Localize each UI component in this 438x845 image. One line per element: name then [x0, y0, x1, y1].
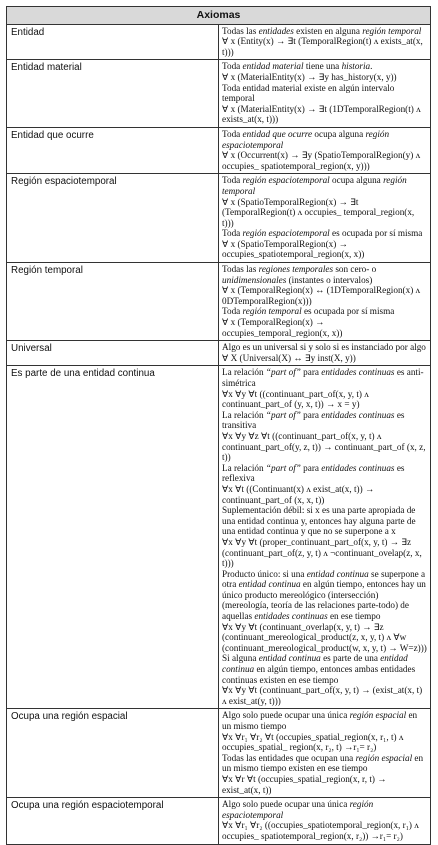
table-row [7, 709, 431, 798]
definition-line: ∀ x (MaterialEntity(x) → ∃y has_history(x, y)) [222, 71, 397, 82]
definition-line: Toda entidad material existe en algún intervalo temporal [222, 82, 395, 104]
definition-line: ∀x ∀y ∀t (continuant_part_of(x, y, t) → (exist_at(x, t) ʌ exist_at(y, t))) [222, 685, 423, 706]
definition-line: Toda entidad que ocurre ocupa alguna región espaciotemporal [222, 128, 390, 150]
italic-term: “part of” [265, 462, 301, 473]
table-row [7, 127, 431, 173]
italic-term: entidades continuas [254, 611, 328, 622]
term-cell: Entidad material [7, 60, 219, 128]
italic-term: “part of” [265, 367, 301, 378]
italic-term: entidad material [242, 61, 304, 72]
definition-line: Si alguna entidad continua es parte de una entidad continua en algún tiempo, entonces ambas entidades continuas existen en ese tiempo [222, 653, 416, 685]
definition-line: La relación “part of” para entidades continuas es anti-simétrica [222, 367, 424, 388]
term-cell: Entidad [7, 24, 219, 60]
table-row [7, 24, 431, 60]
definition-line: La relación “part of” para entidades continuas es reflexiva [222, 462, 405, 484]
italic-term: región espacial [355, 752, 413, 763]
definition-line: Algo solo puede ocupar una única región espaciotemporal [222, 799, 374, 820]
italic-term: entidades continuas [321, 409, 395, 420]
term-cell: Ocupa una región espacial [7, 709, 219, 798]
table-row [7, 263, 431, 341]
axioms-table-container [6, 6, 431, 845]
table-row [7, 366, 431, 709]
definition-line: La relación “part of” para entidades continuas es transitiva [222, 409, 405, 431]
definition-cell [219, 263, 431, 341]
definition-line: ∀ x (SpatioTemporalRegion(x) → ∃t (TemporalRegion(t) ʌ occupies_ temporal_region(x, t))) [222, 196, 415, 228]
italic-term: región espaciotemporal [222, 799, 374, 820]
italic-term: entidad continua [222, 653, 408, 675]
definition-line: ∀x ∀y ∀z ∀t ((continuant_part_of(x, y, t) ʌ continuant_part_of(y, z, t)) → continuant_part_of (x, z, t)) [222, 430, 426, 463]
definition-line: Todas las regiones temporales son cero- o unidimensionales (instantes o intervalos) [222, 264, 377, 285]
italic-term: entidades [258, 25, 294, 36]
definition-line: ∀ X (Universal(X) ↔ ∃y inst(X, y)) [222, 352, 356, 363]
definition-line: ∀x ∀y ∀t (proper_continuant_part_of(x, y, t) → ∃z (continuant_part_of(z, y, t) ʌ ¬continuant_ovelap(z, x, t))) [222, 536, 422, 569]
definition-line: ∀ x (SpatioTemporalRegion(x) → occupies_spatiotemporal_region(x, x)) [222, 238, 365, 260]
axioms-table [6, 6, 431, 845]
definition-line: Todas las entidades que ocupan una región espacial en un mismo tiempo existen en ese tiempo [222, 752, 424, 774]
definition-cell [219, 709, 431, 798]
italic-term: entidades continuas [321, 462, 395, 473]
table-title: Axiomas [7, 7, 431, 25]
definition-cell [219, 341, 431, 366]
table-row [7, 798, 431, 844]
definition-line: ∀ x (Entity(x) → ∃t (TemporalRegion(t) ʌ exists_at(x, t))) [222, 36, 423, 57]
term-cell: Entidad que ocurre [7, 127, 219, 173]
definition-cell [219, 60, 431, 128]
italic-term: entidad continua [238, 579, 301, 590]
definition-cell [219, 127, 431, 173]
definition-line: ∀x ∀t ((Continuant(x) ʌ exist_at(x, t)) → continuant_part_of (x, x, t)) [222, 483, 375, 505]
italic-term: entidad continua [306, 568, 369, 579]
term-cell: Región espaciotemporal [7, 174, 219, 263]
table-body [7, 24, 431, 844]
definition-line: ∀x ∀r₁ ∀r₂ ((occupies_spatiotemporal_region(x, r₁) ʌ occupies_ spatiotemporal_region(x, r₂)) →r₁= r₂) [222, 820, 419, 841]
table-header-row [7, 7, 431, 25]
italic-term: entidades continuas [321, 367, 395, 378]
italic-term: “part of” [265, 409, 301, 420]
definition-line: ∀x ∀y ∀t (continuant_overlap(x, y, t) → ∃z (continuant_mereological_product(z, x, y, t) ʌ ∀w (continuant_mereological_product(w, x, y, t) → W=z))) [222, 621, 427, 653]
definition-line: Toda región temporal es ocupada por sí misma [222, 306, 395, 317]
definition-line: ∀ x (MaterialEntity(x) → ∃t (1DTemporalRegion(t) ʌ exists_at(x, t))) [222, 103, 421, 125]
definition-line: Suplementación débil: si x es una parte apropiada de una entidad continua y, entonces hay alguna parte de una entidad continua y que no se superpone a x [222, 505, 416, 537]
term-cell: Región temporal [7, 263, 219, 341]
definition-line: ∀x ∀r ∀t (occupies_spatial_region(x, r, t) → exist_at(x, t)) [222, 773, 387, 795]
definition-line: Toda región espaciotemporal ocupa alguna región temporal [222, 175, 407, 196]
definition-cell [219, 366, 431, 709]
definition-line: ∀ x (Occurrent(x) → ∃y (SpatioTemporalRegion(y) ʌ occupies_ spatiotemporal_region(x, y))) [222, 150, 421, 171]
term-cell: Es parte de una entidad continua [7, 366, 219, 709]
italic-term: unidimensionales [222, 274, 287, 285]
definition-line: Toda región espaciotemporal es ocupada por sí misma [222, 228, 423, 239]
definition-cell [219, 798, 431, 844]
italic-term: región espacial [349, 710, 407, 721]
italic-term: región espaciotemporal [242, 175, 330, 186]
italic-term: región temporal [242, 306, 302, 317]
definition-line: ∀x ∀y ∀t ((continuant_part_of(x, y, t) ʌ continuant_part_of (y, x, t)) → x = y) [222, 388, 369, 410]
definition-line: Toda entidad material tiene una historia. [222, 61, 373, 72]
definition-line: Algo es un universal si y solo si es instanciado por algo [222, 342, 426, 353]
definition-cell [219, 24, 431, 60]
definition-line: ∀ x (TemporalRegion(x) ↔ (1DTemporalRegion(x) ʌ 0DTemporalRegion(x))) [222, 285, 421, 306]
table-row [7, 60, 431, 128]
italic-term: entidad continua [258, 653, 321, 664]
italic-term: entidad que ocurre [242, 128, 313, 139]
italic-term: región temporal [222, 175, 407, 196]
definition-line: Algo solo puede ocupar una única región espacial en un mismo tiempo [222, 710, 418, 731]
italic-term: región temporal [362, 25, 422, 36]
definition-line: ∀ x (TemporalRegion(x) → occupies_temporal_region(x, x)) [222, 317, 343, 338]
italic-term: región espaciotemporal [242, 228, 330, 239]
definition-line: ∀x ∀r₁ ∀r₂ ∀t (occupies_spatial_region(x, r₁, t) ʌ occupies_spatial_ region(x, r₂, t) →r₁= r₂) [222, 731, 404, 753]
term-cell: Universal [7, 341, 219, 366]
table-row [7, 174, 431, 263]
italic-term: regiones temporales [258, 264, 334, 275]
italic-term: historia [341, 61, 371, 72]
definition-line: Producto único: si una entidad continua se superpone a otra entidad continua en algún tiempo, entonces hay un único producto mereológico (intersección) (mereología, teoría de las relaciones parte-todo) de aquellas entidades continuas en ese tiempo [222, 568, 426, 622]
table-row [7, 341, 431, 366]
term-cell: Ocupa una región espaciotemporal [7, 798, 219, 844]
italic-term: región espaciotemporal [222, 128, 390, 150]
definition-line: Todas las entidades existen en alguna región temporal [222, 25, 422, 36]
definition-cell [219, 174, 431, 263]
